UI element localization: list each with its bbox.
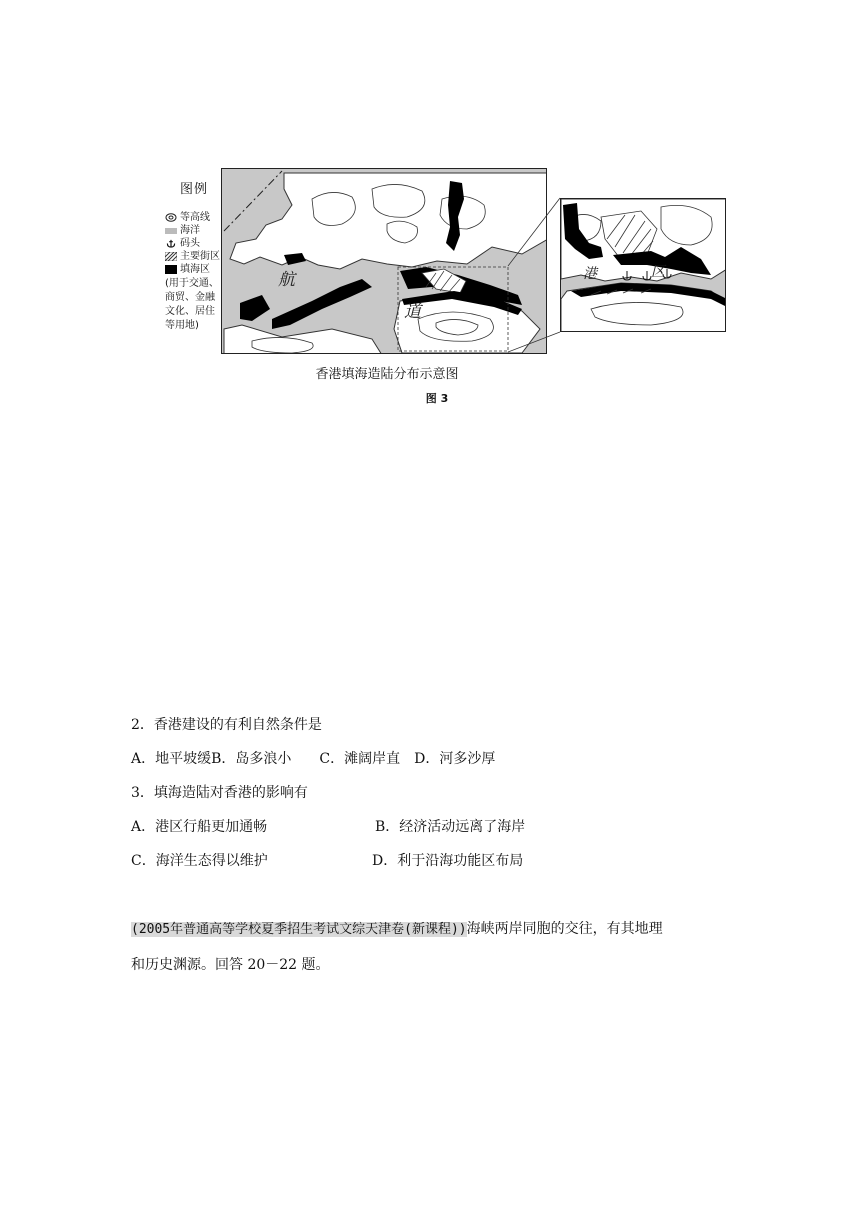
legend-label: 等高线	[180, 212, 210, 223]
figure-number: 图 3	[425, 392, 449, 405]
question-3-option-c: C．海洋生态得以维护	[131, 853, 268, 869]
legend-title: 图例	[180, 182, 209, 197]
legend-label: 码头	[180, 238, 200, 249]
map-label-hang: 航	[278, 270, 295, 290]
passage-source: (2005年普通高等学校夏季招生考试文综天津卷(新课程))	[131, 922, 467, 937]
question-2-options: A．地平坡缓B．岛多浪小 C．滩阔岸直 D．河多沙厚	[131, 751, 496, 767]
question-3-option-d: D．利于沿海功能区布局	[372, 853, 524, 869]
inset-label-qu: 区	[651, 264, 665, 280]
passage-text: 海峡两岸同胞的交往，有其地理	[466, 921, 663, 937]
legend-label: 主要街区	[180, 251, 220, 262]
inset-connector	[0, 0, 860, 420]
question-3-option-a: A．港区行船更加通畅	[131, 819, 268, 835]
legend-label: 海洋	[180, 225, 200, 236]
legend-note-line: (用于交通、	[165, 278, 219, 289]
inset-label-gang: 港	[583, 266, 597, 282]
passage-line-1	[131, 918, 663, 938]
question-3-stem: 3．填海造陆对香港的影响有	[131, 785, 308, 801]
question-2-stem: 2．香港建设的有利自然条件是	[131, 717, 322, 733]
legend-note-line: 商贸、金融	[165, 292, 215, 303]
legend-label: 填海区	[180, 264, 210, 275]
map-figure	[0, 0, 860, 420]
inset-map	[560, 198, 726, 332]
legend-note-line: 等用地)	[165, 320, 199, 331]
question-3-option-b: B．经济活动远离了海岸	[375, 819, 526, 835]
figure-caption: 香港填海造陆分布示意图	[315, 367, 459, 382]
map-label-dao: 道	[404, 302, 421, 322]
passage-line-2: 和历史渊源。回答 20－22 题。	[131, 957, 330, 973]
legend-note-line: 文化、居住	[165, 306, 215, 317]
